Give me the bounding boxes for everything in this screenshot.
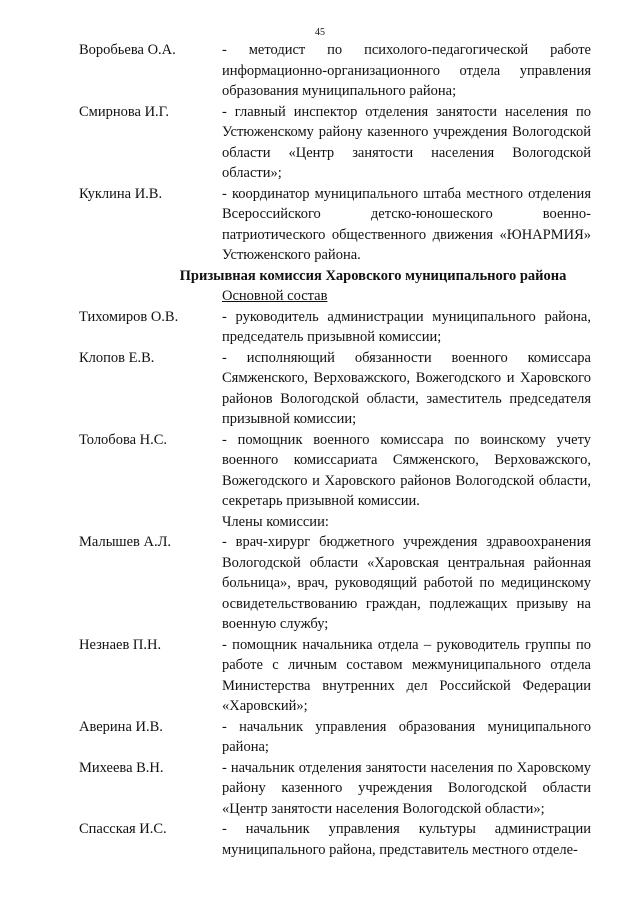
page-number: 45 [315,27,325,38]
person-role: - помощник военного комиссара по воинскому учету военного комиссариата Сямженского, Верховажского, Вожегодского и Харовского районов Вологодской области, секретарь призывной комиссии. [222,431,591,509]
list-item [79,635,591,717]
person-role: - руководитель администрации муниципального района, председатель призывной комиссии; [222,308,591,345]
person-role: - начальник управления культуры администрации муниципального района, представитель местного отделе- [222,821,591,858]
members-label: Члены комиссии: [222,513,329,530]
person-role: - исполняющий обязанности военного комиссара Сямженского, Верховажского, Вожегодского и Харовского районов Вологодской области, заместитель председателя призывной комиссии; [222,349,591,427]
document-body [79,40,591,860]
section-title: Призывная комиссия Харовского муниципального района [179,267,567,284]
person-name: Воробьева О.А. [79,42,176,58]
list-item [79,717,591,758]
list-item [79,307,591,348]
list-item [79,819,591,860]
person-role: - методист по психолого-педагогической работе информационно-организационного отдела управления образования муниципального района; [222,42,591,99]
person-name: Тихомиров О.В. [79,308,179,325]
person-name: Толобова Н.С. [79,431,168,448]
list-item [79,532,591,635]
person-name: Малышев А.Л. [79,534,172,550]
person-name: Клопов Е.В. [79,349,155,366]
person-name: Незнаев П.Н. [79,636,162,653]
list-item [79,184,591,266]
person-role: - начальник управления образования муниципального района; [222,718,591,755]
person-name: Аверина И.В. [79,718,163,735]
person-name: Смирнова И.Г. [79,103,170,120]
person-role: - главный инспектор отделения занятости населения по Устюженскому району казенного учреждения Вологодской области «Центр занятости населения Вологодской области»; [222,103,591,181]
person-role: - начальник отделения занятости населения по Харовскому району казенного учреждения Вологодской области «Центр занятости населения Вологодской области»; [222,759,591,817]
list-item [79,758,591,820]
person-role: - координатор муниципального штаба местного отделения Всероссийского детско-юношеского военно-патриотического общественного движения «ЮНАРМИЯ» Устюженского района. [222,185,591,263]
list-item [79,430,591,512]
person-name: Куклина И.В. [79,185,163,202]
person-role: - помощник начальника отдела – руководитель группы по работе с личным составом межмуниципального отдела Министерства внутренних дел Российской Федерации «Харовский»; [222,636,591,714]
person-role: - врач-хирург бюджетного учреждения здравоохранения Вологодской области «Харовская центральная районная больница», врач, руководящий работой по медицинскому освидетельствованию граждан, подлежащих призыву на военную службу; [222,534,591,632]
list-item [79,348,591,430]
list-item [79,102,591,184]
person-name: Михеева В.Н. [79,759,164,776]
person-name: Спасская И.С. [79,821,167,837]
main-composition-label: Основной состав [222,288,328,304]
list-item [79,40,591,102]
